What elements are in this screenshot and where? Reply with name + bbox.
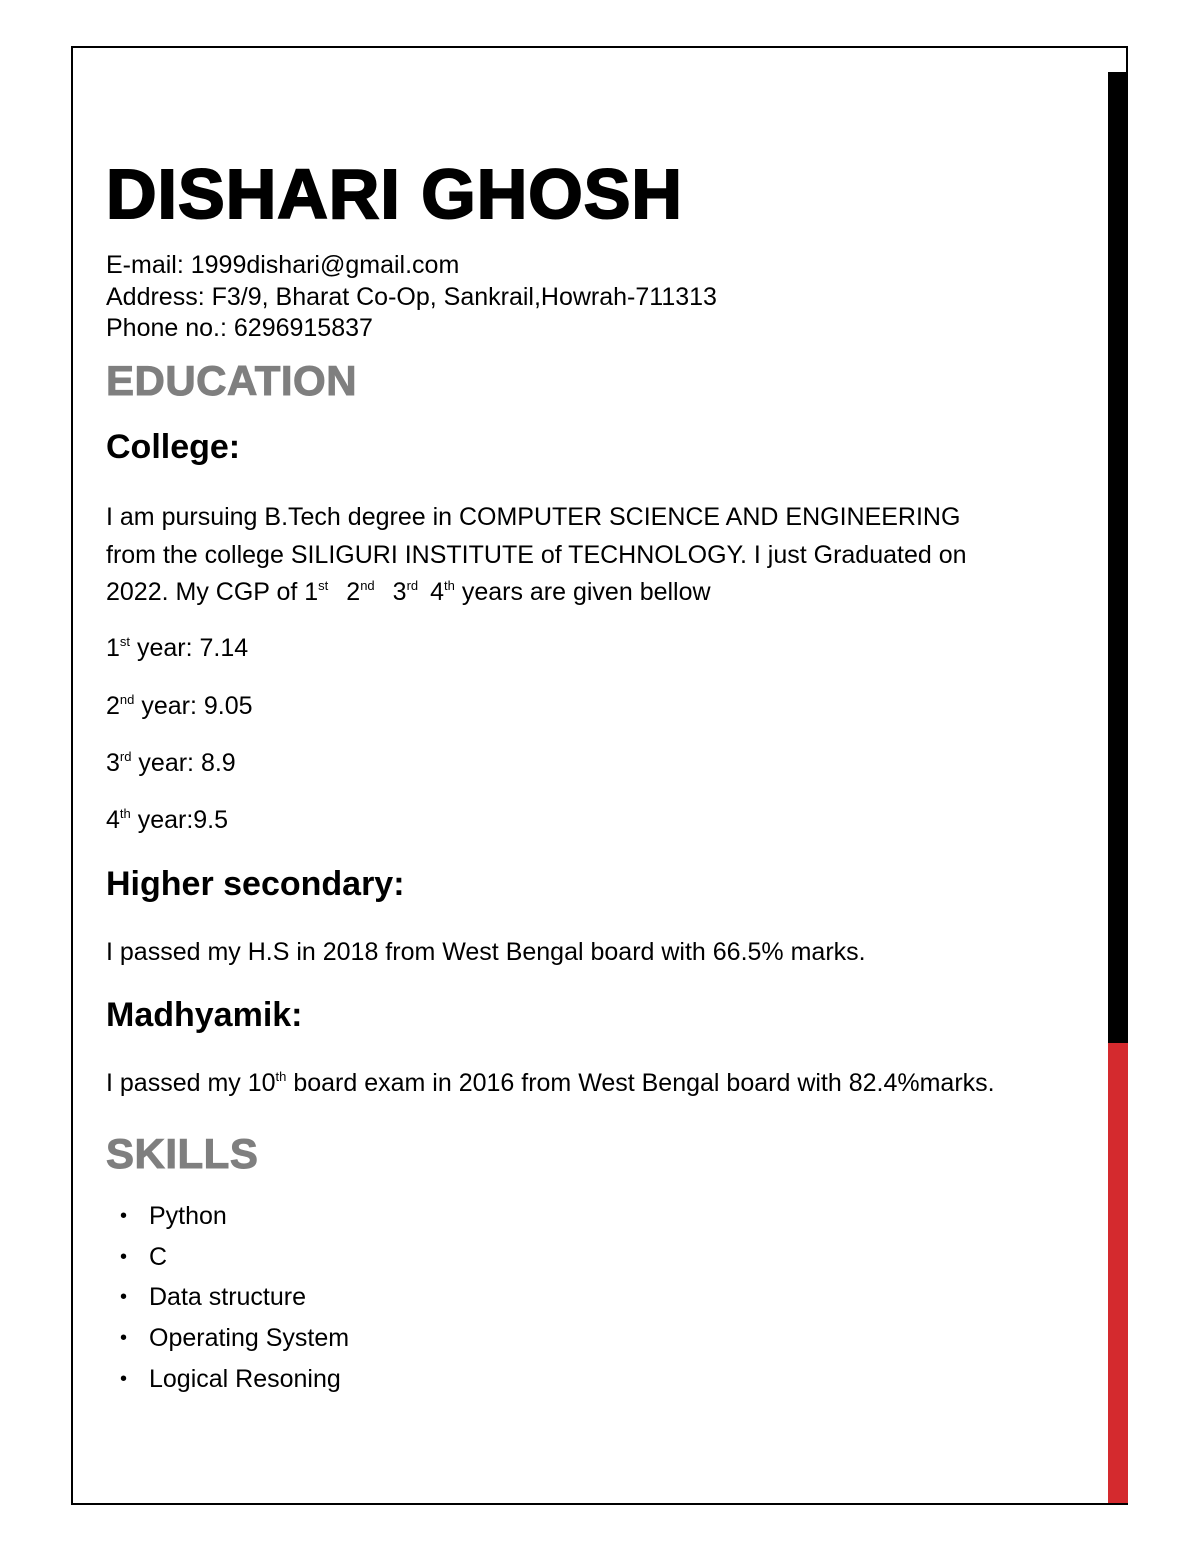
year-suffix: nd xyxy=(119,692,135,707)
skill-label: Python xyxy=(149,1202,227,1230)
education-heading: EDUCATION xyxy=(106,357,358,404)
skills-list xyxy=(106,1198,349,1401)
sup-th: th xyxy=(275,1069,287,1084)
madhyamik-text-end: board exam in 2016 from West Bengal board with 82.4%marks. xyxy=(286,1069,995,1097)
skill-label: C xyxy=(149,1242,168,1271)
year-suffix: st xyxy=(119,634,131,649)
college-line-3-start: 2022. My CGP of 1 xyxy=(106,578,319,606)
skill-item xyxy=(106,1279,349,1320)
year-value: year: 9.05 xyxy=(134,692,253,720)
sup-st: st xyxy=(318,578,329,593)
bullet-icon: • xyxy=(120,1245,128,1268)
skill-item xyxy=(106,1198,349,1239)
year-number: 4 xyxy=(106,806,120,834)
college-line-1: I am pursuing B.Tech degree in COMPUTER SCIENCE AND ENGINEERING xyxy=(106,503,961,531)
year-value: year:9.5 xyxy=(130,806,229,834)
contact-block xyxy=(106,250,717,345)
bullet-icon: • xyxy=(120,1205,128,1227)
sup-th: th xyxy=(444,578,455,593)
ordinal-4: 4 xyxy=(430,578,445,606)
cgp-year-3 xyxy=(106,749,236,778)
madhyamik-heading: Madhyamik: xyxy=(106,996,303,1034)
year-number: 2 xyxy=(106,692,120,720)
madhyamik-text-start: I passed my 10 xyxy=(106,1069,276,1097)
skill-item xyxy=(106,1239,349,1280)
sup-nd: nd xyxy=(360,578,375,593)
skills-heading: SKILLS xyxy=(106,1130,259,1177)
cgp-year-4 xyxy=(106,806,228,835)
skill-label: Logical Resoning xyxy=(149,1364,341,1393)
contact-address: Address: F3/9, Bharat Co-Op, Sankrail,Howrah-711313 xyxy=(106,282,717,311)
college-heading: College: xyxy=(106,428,241,466)
year-suffix: th xyxy=(119,806,131,821)
year-number: 1 xyxy=(106,634,120,662)
skill-item xyxy=(106,1361,349,1402)
bullet-icon: • xyxy=(120,1327,128,1350)
year-value: year: 8.9 xyxy=(131,749,236,777)
ordinal-2: 2 xyxy=(346,578,361,606)
year-value: year: 7.14 xyxy=(130,634,249,662)
cgp-year-2 xyxy=(106,692,253,721)
college-line-3 xyxy=(106,574,1096,612)
skill-label: Operating System xyxy=(149,1324,350,1353)
college-line-2: from the college SILIGURI INSTITUTE of TECHNOLOGY. I just Graduated on xyxy=(106,540,967,569)
contact-phone: Phone no.: 6296915837 xyxy=(106,314,373,342)
college-line-3-end: years are given bellow xyxy=(454,578,711,606)
higher-secondary-heading: Higher secondary: xyxy=(106,865,405,903)
side-accent-bar-black xyxy=(1108,72,1128,1043)
cgp-year-1 xyxy=(106,634,248,663)
college-description xyxy=(106,499,1096,612)
resume-name: DISHARI GHOSH xyxy=(106,155,683,233)
side-accent-bar-red xyxy=(1108,1043,1128,1503)
sup-rd: rd xyxy=(406,578,419,593)
madhyamik-text xyxy=(106,1069,995,1098)
bullet-icon: • xyxy=(120,1286,128,1309)
higher-secondary-text: I passed my H.S in 2018 from West Bengal board with 66.5% marks. xyxy=(106,938,866,966)
skill-item xyxy=(106,1320,349,1361)
contact-email: E-mail: 1999dishari@gmail.com xyxy=(106,251,460,279)
year-number: 3 xyxy=(106,749,120,777)
ordinal-3: 3 xyxy=(392,578,407,606)
bullet-icon: • xyxy=(120,1367,128,1390)
year-suffix: rd xyxy=(119,749,132,764)
skill-label: Data structure xyxy=(149,1283,307,1312)
